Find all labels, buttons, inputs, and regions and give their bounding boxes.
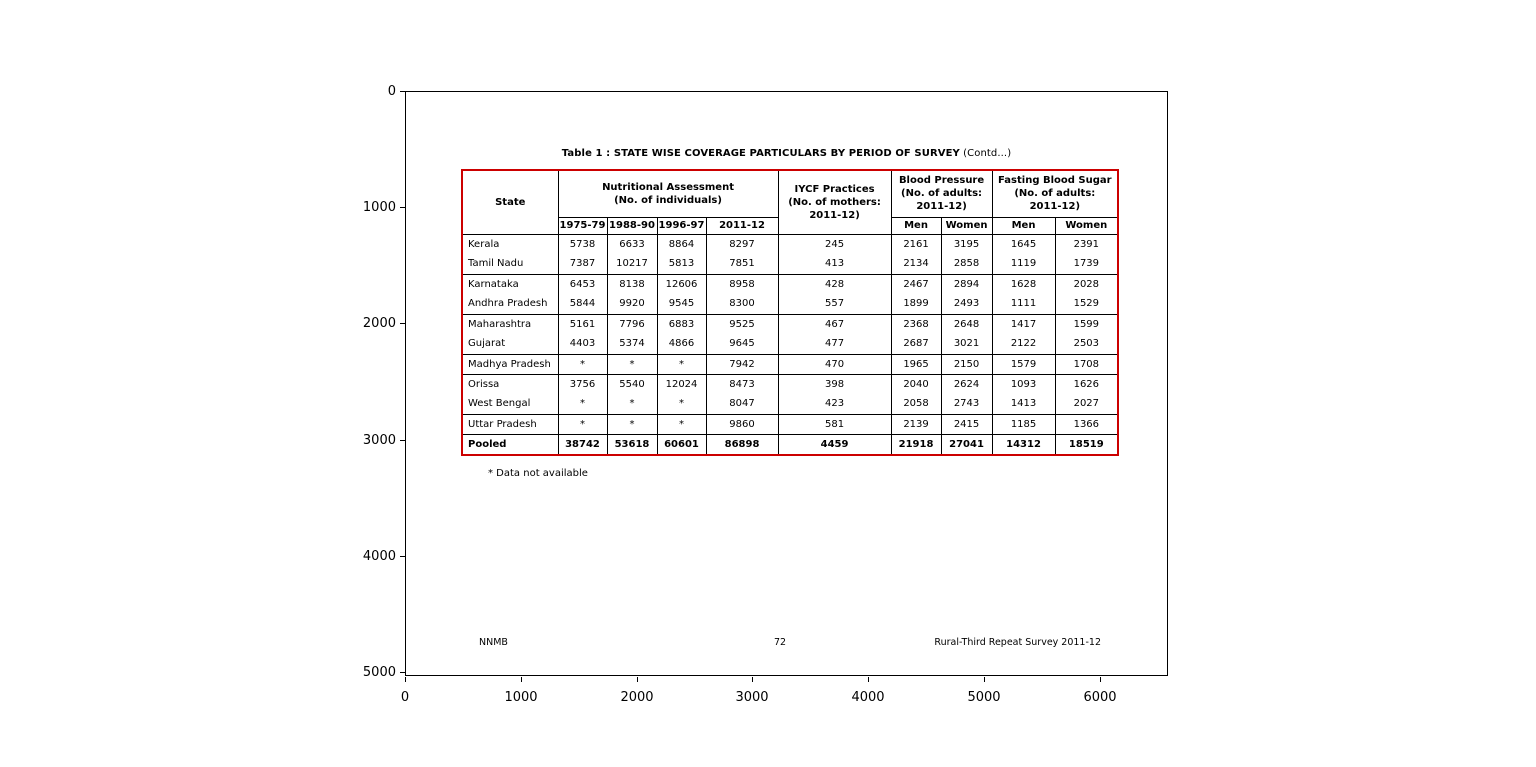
- state-cell: Tamil Nadu: [463, 254, 558, 274]
- value-cell: 7851: [706, 254, 778, 274]
- x-tick-label: 3000: [735, 690, 769, 705]
- table-row: [463, 234, 1117, 254]
- value-cell: *: [558, 414, 607, 434]
- state-cell: Karnataka: [463, 274, 558, 294]
- value-cell: 9545: [657, 294, 706, 314]
- value-cell: 2368: [891, 314, 941, 334]
- value-cell: 581: [778, 414, 891, 434]
- value-cell: 2161: [891, 234, 941, 254]
- value-cell: 12024: [657, 374, 706, 394]
- table-row: [463, 274, 1117, 294]
- page-footer: [406, 637, 1167, 651]
- state-cell: Kerala: [463, 234, 558, 254]
- value-cell: 1599: [1055, 314, 1117, 334]
- value-cell: 7942: [706, 354, 778, 374]
- value-cell: 9860: [706, 414, 778, 434]
- value-cell: 2743: [941, 394, 992, 414]
- y-tick-label: 1000: [362, 200, 396, 215]
- header-fbs-line3: 2011-12): [1029, 201, 1081, 213]
- value-cell: 5374: [607, 334, 657, 354]
- value-cell: 5844: [558, 294, 607, 314]
- footer-page-number: 72: [774, 637, 787, 648]
- header-bp-line3: 2011-12): [916, 201, 967, 213]
- value-cell: 5161: [558, 314, 607, 334]
- value-cell: 27041: [941, 434, 992, 454]
- value-cell: 398: [778, 374, 891, 394]
- header-year-1988-90: 1988-90: [607, 217, 657, 234]
- x-tick-label: 6000: [1083, 690, 1117, 705]
- x-tick-mark: [868, 677, 869, 682]
- value-cell: *: [607, 414, 657, 434]
- value-cell: 2134: [891, 254, 941, 274]
- state-cell: West Bengal: [463, 394, 558, 414]
- header-nutritional: [558, 171, 778, 217]
- header-iycf-line3: 2011-12): [809, 209, 860, 221]
- header-fbs-men: Men: [992, 217, 1055, 234]
- coverage-table: [463, 171, 1117, 454]
- header-bp-line1: Blood Pressure: [898, 175, 985, 187]
- value-cell: 1628: [992, 274, 1055, 294]
- value-cell: 60601: [657, 434, 706, 454]
- value-cell: 1111: [992, 294, 1055, 314]
- value-cell: 8047: [706, 394, 778, 414]
- y-tick-label: 4000: [362, 549, 396, 564]
- coverage-table-border: [461, 169, 1119, 456]
- value-cell: 467: [778, 314, 891, 334]
- x-tick-mark: [984, 677, 985, 682]
- value-cell: 423: [778, 394, 891, 414]
- x-tick-mark: [521, 677, 522, 682]
- table-row: [463, 294, 1117, 314]
- page-title: [406, 148, 1167, 159]
- state-cell: Uttar Pradesh: [463, 414, 558, 434]
- header-year-1996-97: 1996-97: [657, 217, 706, 234]
- value-cell: 245: [778, 234, 891, 254]
- value-cell: 8958: [706, 274, 778, 294]
- header-state: [463, 171, 558, 234]
- value-cell: 53618: [607, 434, 657, 454]
- value-cell: 6453: [558, 274, 607, 294]
- value-cell: 2503: [1055, 334, 1117, 354]
- value-cell: 1579: [992, 354, 1055, 374]
- value-cell: 2493: [941, 294, 992, 314]
- value-cell: *: [558, 354, 607, 374]
- value-cell: 2058: [891, 394, 941, 414]
- value-cell: 2858: [941, 254, 992, 274]
- value-cell: 2648: [941, 314, 992, 334]
- x-tick-label: 5000: [967, 690, 1001, 705]
- table-row: [463, 374, 1117, 394]
- value-cell: 7796: [607, 314, 657, 334]
- value-cell: 2122: [992, 334, 1055, 354]
- value-cell: 8297: [706, 234, 778, 254]
- page-title-main: Table 1 : STATE WISE COVERAGE PARTICULARS BY PERIOD OF SURVEY: [561, 148, 960, 159]
- state-cell: Gujarat: [463, 334, 558, 354]
- table-row: [463, 314, 1117, 334]
- value-cell: 4459: [778, 434, 891, 454]
- footer-right: Rural-Third Repeat Survey 2011-12: [934, 637, 1101, 648]
- value-cell: 2467: [891, 274, 941, 294]
- page-title-suffix: (Contd...): [959, 148, 1012, 159]
- value-cell: 2150: [941, 354, 992, 374]
- value-cell: 2391: [1055, 234, 1117, 254]
- value-cell: 9525: [706, 314, 778, 334]
- value-cell: 1965: [891, 354, 941, 374]
- value-cell: 2139: [891, 414, 941, 434]
- value-cell: 557: [778, 294, 891, 314]
- value-cell: 3195: [941, 234, 992, 254]
- value-cell: 3756: [558, 374, 607, 394]
- value-cell: 9920: [607, 294, 657, 314]
- header-state-label: State: [495, 196, 526, 208]
- value-cell: 2040: [891, 374, 941, 394]
- header-bp-women: Women: [941, 217, 992, 234]
- x-tick-mark: [405, 677, 406, 682]
- value-cell: 8473: [706, 374, 778, 394]
- value-cell: 3021: [941, 334, 992, 354]
- value-cell: 2415: [941, 414, 992, 434]
- value-cell: 477: [778, 334, 891, 354]
- x-tick-label: 2000: [620, 690, 654, 705]
- value-cell: 9645: [706, 334, 778, 354]
- value-cell: *: [657, 354, 706, 374]
- y-tick-label: 2000: [362, 316, 396, 331]
- value-cell: 428: [778, 274, 891, 294]
- value-cell: 2894: [941, 274, 992, 294]
- value-cell: 2027: [1055, 394, 1117, 414]
- header-year-1975-79: 1975-79: [558, 217, 607, 234]
- value-cell: 6633: [607, 234, 657, 254]
- value-cell: *: [558, 394, 607, 414]
- table-body: [463, 234, 1117, 454]
- value-cell: 413: [778, 254, 891, 274]
- value-cell: 1626: [1055, 374, 1117, 394]
- value-cell: 18519: [1055, 434, 1117, 454]
- value-cell: *: [607, 394, 657, 414]
- header-bp-men: Men: [891, 217, 941, 234]
- value-cell: 1093: [992, 374, 1055, 394]
- value-cell: 21918: [891, 434, 941, 454]
- table-row: [463, 254, 1117, 274]
- value-cell: 8300: [706, 294, 778, 314]
- plot-axes: [405, 91, 1168, 676]
- state-cell: Orissa: [463, 374, 558, 394]
- header-fbs-women: Women: [1055, 217, 1117, 234]
- table-row: [463, 394, 1117, 414]
- footer-left: NNMB: [479, 637, 508, 648]
- value-cell: 1899: [891, 294, 941, 314]
- x-tick-label: 4000: [851, 690, 885, 705]
- value-cell: 4403: [558, 334, 607, 354]
- table-row: [463, 334, 1117, 354]
- value-cell: 1366: [1055, 414, 1117, 434]
- header-row-groups: [463, 171, 1117, 217]
- x-tick-mark: [637, 677, 638, 682]
- value-cell: 2028: [1055, 274, 1117, 294]
- value-cell: 1417: [992, 314, 1055, 334]
- x-tick-mark: [1100, 677, 1101, 682]
- value-cell: 1708: [1055, 354, 1117, 374]
- state-cell: Pooled: [463, 434, 558, 454]
- y-tick-label: 5000: [362, 665, 396, 680]
- value-cell: 12606: [657, 274, 706, 294]
- value-cell: *: [657, 394, 706, 414]
- value-cell: 1185: [992, 414, 1055, 434]
- value-cell: 86898: [706, 434, 778, 454]
- value-cell: 38742: [558, 434, 607, 454]
- header-iycf: [778, 171, 891, 234]
- table-row: [463, 434, 1117, 454]
- header-iycf-line2: (No. of mothers:: [788, 196, 881, 208]
- value-cell: 7387: [558, 254, 607, 274]
- header-fbs-line1: Fasting Blood Sugar: [998, 175, 1112, 187]
- value-cell: 8138: [607, 274, 657, 294]
- x-tick-label: 0: [400, 690, 410, 705]
- footnote: * Data not available: [488, 468, 588, 479]
- header-blood-pressure: [891, 171, 992, 217]
- value-cell: 2687: [891, 334, 941, 354]
- header-nutritional-line2: (No. of individuals): [614, 194, 722, 206]
- value-cell: *: [607, 354, 657, 374]
- value-cell: *: [657, 414, 706, 434]
- value-cell: 1119: [992, 254, 1055, 274]
- state-cell: Maharashtra: [463, 314, 558, 334]
- table-header: [463, 171, 1117, 234]
- value-cell: 2624: [941, 374, 992, 394]
- table-row: [463, 354, 1117, 374]
- value-cell: 5540: [607, 374, 657, 394]
- state-cell: Andhra Pradesh: [463, 294, 558, 314]
- table-row: [463, 414, 1117, 434]
- value-cell: 1529: [1055, 294, 1117, 314]
- x-tick-mark: [752, 677, 753, 682]
- x-tick-label: 1000: [504, 690, 538, 705]
- value-cell: 4866: [657, 334, 706, 354]
- value-cell: 10217: [607, 254, 657, 274]
- value-cell: 470: [778, 354, 891, 374]
- header-bp-line2: (No. of adults:: [901, 188, 983, 200]
- value-cell: 5813: [657, 254, 706, 274]
- value-cell: 1645: [992, 234, 1055, 254]
- value-cell: 5738: [558, 234, 607, 254]
- header-nutritional-line1: Nutritional Assessment: [602, 181, 734, 193]
- y-tick-label: 3000: [362, 433, 396, 448]
- value-cell: 1413: [992, 394, 1055, 414]
- value-cell: 8864: [657, 234, 706, 254]
- header-iycf-line1: IYCF Practices: [794, 183, 875, 195]
- state-cell: Madhya Pradesh: [463, 354, 558, 374]
- y-tick-label: 0: [387, 84, 396, 99]
- value-cell: 1739: [1055, 254, 1117, 274]
- header-year-2011-12: 2011-12: [706, 217, 778, 234]
- header-fbs-line2: (No. of adults:: [1014, 188, 1096, 200]
- value-cell: 6883: [657, 314, 706, 334]
- value-cell: 14312: [992, 434, 1055, 454]
- header-fasting-blood-sugar: [992, 171, 1117, 217]
